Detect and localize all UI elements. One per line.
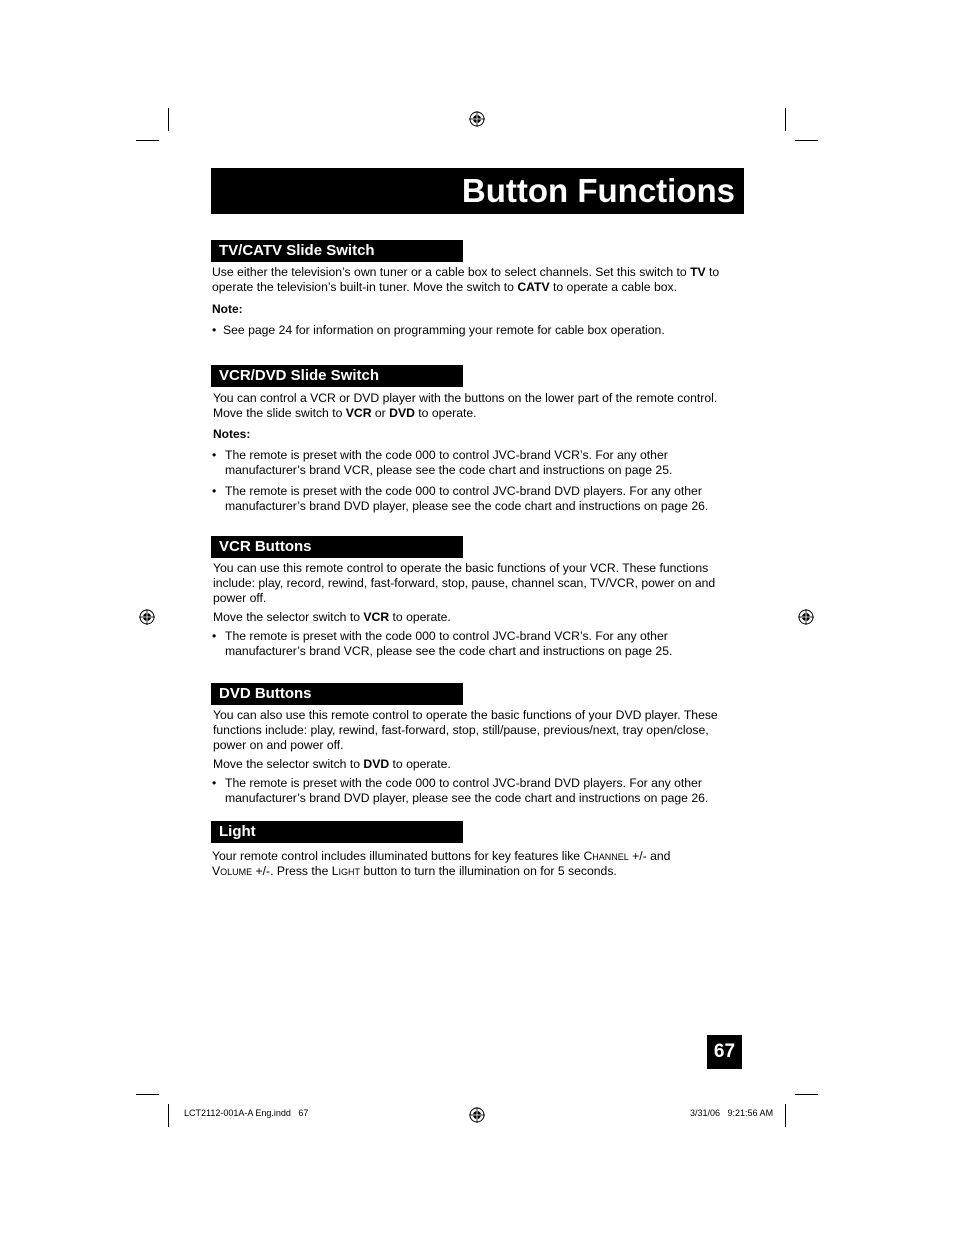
page-number: 67 [707,1035,742,1069]
crop-mark [795,140,818,141]
list-item: • The remote is preset with the code 000 to control JVC-brand DVD players. For any other manufacturer’s brand DVD player, please see the code chart and instructions on page 26. [212,776,709,805]
crop-mark [785,108,786,131]
crop-mark [795,1094,818,1095]
notes-label: Notes: [213,427,251,441]
section-heading-light: Light [211,821,463,843]
dvd-selector-line: Move the selector switch to DVD to operate. [213,757,451,771]
crop-mark [136,1094,159,1095]
section-heading-vcr: VCR Buttons [211,536,463,558]
list-item: • The remote is preset with the code 000 to control JVC-brand VCR’s. For any other manufacturer’s brand VCR, please see the code chart and instructions on page 25. [212,448,673,477]
footer-timestamp: 3/31/06 9:21:56 AM [690,1108,774,1118]
list-item: • The remote is preset with the code 000 to control JVC-brand VCR’s. For any other manufacturer’s brand VCR, please see the code chart and instructions on page 25. [212,629,673,658]
footer-file-info: LCT2112-001A-A Eng.indd 67 [184,1108,309,1118]
page-title: Button Functions [211,168,744,214]
tvcatv-paragraph: Use either the television’s own tuner or a cable box to select channels. Set this switch to TV to operate the television’s built-in tuner. Move the switch to CATV to operate a cable box. [212,265,720,294]
section-heading-dvd: DVD Buttons [211,683,463,705]
dvd-paragraph: You can also use this remote control to operate the basic functions of your DVD player. These functions include: play, rewind, fast-forward, stop, still/pause, previous/next, tray open/close, power on and power off. [213,708,718,752]
registration-mark-icon [469,111,485,127]
crop-mark [136,140,159,141]
light-paragraph: Your remote control includes illuminated buttons for key features like Channel +/- and Volume +/-. Press the Light button to turn the illumination on for 5 seconds. [212,849,671,878]
crop-mark [785,1104,786,1127]
registration-mark-icon [139,609,155,625]
section-heading-tvcatv: TV/CATV Slide Switch [211,240,463,262]
vcr-selector-line: Move the selector switch to VCR to operate. [213,610,451,624]
vcr-paragraph: You can use this remote control to operate the basic functions of your VCR. These functions include: play, record, rewind, fast-forward, stop, pause, channel scan, TV/VCR, power on and power off. [213,561,716,605]
registration-mark-icon [469,1107,485,1123]
crop-mark [168,1104,169,1127]
section-heading-vcrdvd: VCR/DVD Slide Switch [211,365,463,387]
list-item: • The remote is preset with the code 000 to control JVC-brand DVD players. For any other manufacturer’s brand DVD player, please see the code chart and instructions on page 26. [212,484,709,513]
list-item: • See page 24 for information on programming your remote for cable box operation. [212,323,665,337]
crop-mark [168,108,169,131]
vcrdvd-paragraph: You can control a VCR or DVD player with the buttons on the lower part of the remote control. Move the slide switch to VCR or DVD to operate. [213,391,718,420]
note-label: Note: [212,302,243,316]
registration-mark-icon [798,609,814,625]
